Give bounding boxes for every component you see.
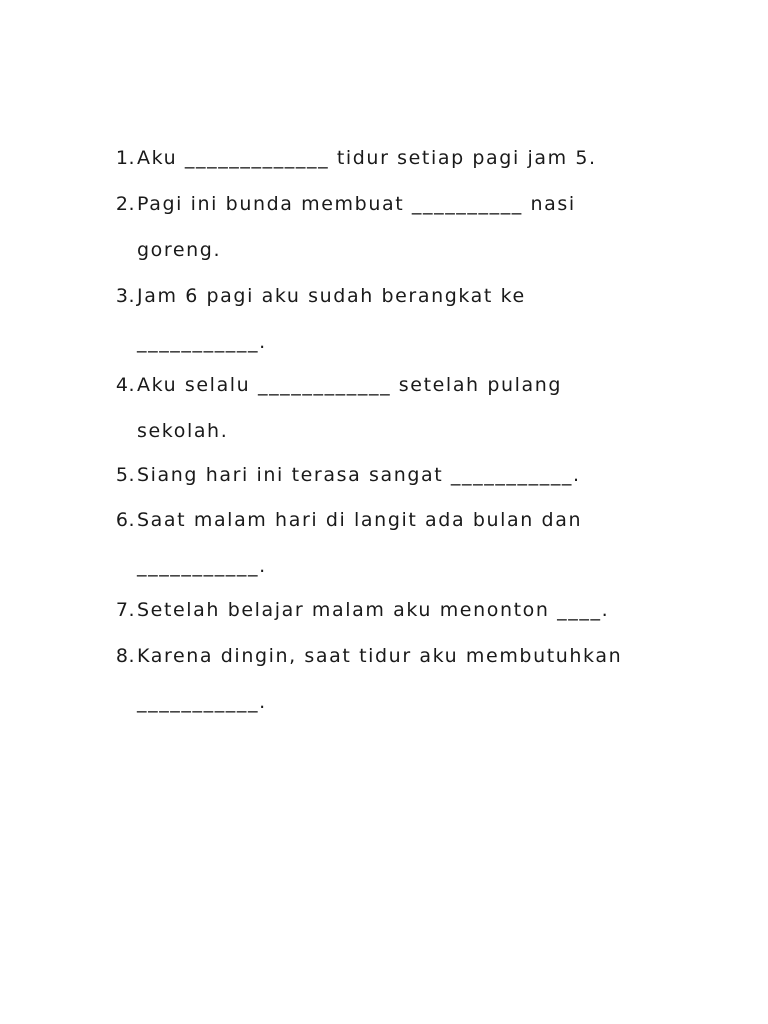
question-8-continuation [137, 690, 267, 714]
question-text: sekolah. [137, 420, 229, 442]
answer-blank: ___________. [137, 331, 267, 353]
question-number: 4. [115, 374, 135, 396]
question-text: Setelah belajar malam aku menonton ____. [137, 599, 610, 621]
question-number: 3. [115, 285, 135, 307]
answer-blank: ___________. [137, 691, 267, 713]
question-4 [113, 373, 562, 397]
question-number: 5. [115, 464, 135, 486]
question-6-continuation [137, 554, 267, 578]
question-6 [113, 508, 582, 532]
question-text: Jam 6 pagi aku sudah berangkat ke [137, 285, 526, 307]
question-text: Karena dingin, saat tidur aku membutuhkan [137, 645, 623, 667]
question-2 [113, 192, 576, 216]
question-3 [113, 284, 526, 308]
question-number: 8. [115, 645, 135, 667]
question-7 [113, 598, 609, 622]
question-5 [113, 463, 581, 487]
question-number: 2. [115, 193, 135, 215]
question-4-continuation [137, 419, 228, 443]
question-text: Pagi ini bunda membuat __________ nasi [137, 193, 576, 215]
question-number: 7. [115, 599, 135, 621]
question-text: Aku _____________ tidur setiap pagi jam 5. [137, 147, 597, 169]
question-number: 1. [115, 147, 135, 169]
question-text: Saat malam hari di langit ada bulan dan [137, 509, 583, 531]
question-text: goreng. [137, 239, 222, 261]
question-text: Aku selalu ____________ setelah pulang [137, 374, 563, 396]
question-text: Siang hari ini terasa sangat ___________. [137, 464, 581, 486]
question-8 [113, 644, 622, 668]
question-2-continuation [137, 238, 221, 262]
question-1 [113, 146, 597, 170]
question-number: 6. [115, 509, 135, 531]
answer-blank: ___________. [137, 555, 267, 577]
question-3-continuation [137, 330, 267, 354]
